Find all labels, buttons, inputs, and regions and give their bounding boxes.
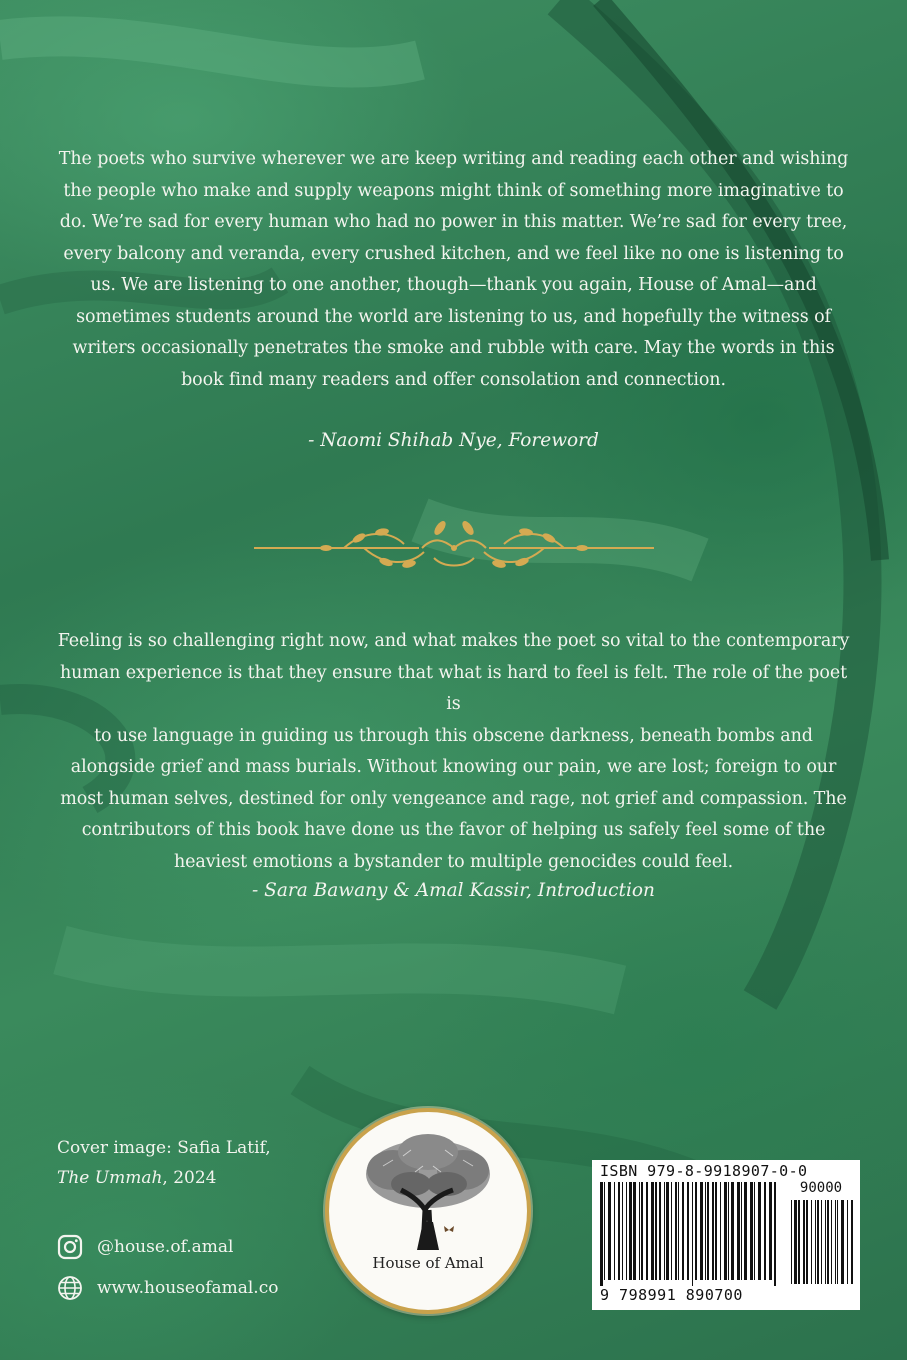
quote-line: book find many readers and offer consolation and connection.: [181, 369, 726, 390]
isbn-label: ISBN 979-8-9918907-0-0: [600, 1162, 808, 1180]
barcode-bar: [837, 1200, 838, 1284]
gold-vine-divider-icon: [254, 518, 654, 576]
foreword-attribution: - Naomi Shihab Nye, Foreword: [308, 430, 599, 451]
barcode-bar: [666, 1182, 669, 1280]
barcode-bar: [641, 1182, 643, 1280]
barcode-bar: [831, 1200, 832, 1284]
barcode-bar: [798, 1200, 800, 1284]
quote-line: alongside grief and mass burials. Without knowing our pain, we are lost; foreign to our: [70, 757, 837, 777]
barcode-bar: [750, 1182, 753, 1280]
barcode-bar: [758, 1182, 761, 1280]
barcode-bar: [659, 1182, 661, 1280]
barcode-bar: [741, 1182, 742, 1280]
barcode-bar: [806, 1200, 808, 1284]
quote-line: most human selves, destined for only vengeance and rage, not grief and compassion. The: [60, 788, 847, 809]
barcode-bar: [731, 1182, 734, 1280]
barcode-bar: [803, 1200, 805, 1284]
barcode-bar: [651, 1182, 654, 1280]
website-url: www.houseofamal.co: [97, 1278, 279, 1298]
website-link[interactable]: [57, 1274, 278, 1302]
quote-line: every balcony and veranda, every crushed kitchen, and we feel like no one is listening to: [63, 243, 844, 264]
barcode-bar: [608, 1182, 611, 1280]
barcode-bar: [841, 1200, 844, 1284]
publisher-name: House of Amal: [372, 1254, 484, 1272]
barcode-bar: [622, 1182, 623, 1280]
barcode-bar: [769, 1182, 772, 1280]
price-addon: 90000: [799, 1180, 843, 1196]
isbn-barcode: [592, 1160, 860, 1310]
artwork-year: , 2024: [162, 1168, 217, 1188]
quote-line: heaviest emotions a bystander to multiple genocides could feel.: [173, 851, 734, 872]
barcode-bar: [847, 1200, 848, 1284]
barcode-bar: [671, 1182, 672, 1280]
barcode-bar: [817, 1200, 819, 1284]
quote-line: Feeling is so challenging right now, and what makes the poet so vital to the contemporary: [57, 631, 850, 651]
barcode-bar: [791, 1200, 792, 1284]
barcode-bar: [618, 1182, 620, 1280]
barcode-bar: [715, 1182, 717, 1280]
foreword-quote: [55, 144, 852, 396]
quote-line: the people who make and supply weapons might think of something more imaginative to: [63, 180, 844, 201]
artwork-title: The Ummah: [57, 1168, 163, 1188]
barcode-bar: [600, 1182, 603, 1286]
quote-line: us. We are listening to one another, though—thank you again, House of Amal—and: [90, 275, 817, 295]
quote-line: sometimes students around the world are listening to us, and hopefully the witness of: [76, 306, 831, 327]
ean-number: 9 798991 890700: [600, 1286, 743, 1304]
barcode-bar: [626, 1182, 627, 1280]
introduction-quote: [55, 626, 852, 878]
barcode-bar: [815, 1200, 816, 1284]
barcode-bar: [811, 1200, 812, 1284]
barcode-bar: [744, 1182, 747, 1280]
barcode-bar: [835, 1200, 836, 1284]
barcode-bar: [678, 1182, 679, 1280]
instagram-handle: @house.of.amal: [97, 1237, 234, 1257]
barcode-bar: [682, 1182, 684, 1280]
quote-line: human experience is that they ensure that what is hard to feel is felt. The role of the poet is: [59, 662, 848, 714]
credit-line: Cover image: Safia Latif,: [57, 1138, 271, 1158]
barcode-bar: [639, 1182, 640, 1280]
barcode-bar: [692, 1182, 693, 1286]
barcode-bar: [774, 1182, 776, 1286]
barcode-bar: [821, 1200, 822, 1284]
barcode-bar: [655, 1182, 657, 1280]
barcode-bar: [629, 1182, 632, 1280]
instagram-icon: [57, 1234, 83, 1260]
barcode-bar: [675, 1182, 677, 1280]
barcode-bar: [724, 1182, 727, 1280]
barcode-bar: [851, 1200, 853, 1284]
barcode-bar: [720, 1182, 721, 1280]
publisher-logo: [325, 1108, 531, 1314]
barcode-bar: [695, 1182, 697, 1280]
barcode-bar: [825, 1200, 826, 1284]
barcode-bar: [664, 1182, 665, 1280]
globe-icon: [57, 1275, 83, 1301]
barcode-bar: [646, 1182, 648, 1280]
barcode-bar: [687, 1182, 689, 1280]
cover-image-credit: [57, 1133, 271, 1193]
instagram-link[interactable]: [57, 1233, 233, 1261]
introduction-attribution: - Sara Bawany & Amal Kassir, Introduction: [252, 880, 655, 901]
quote-line: to use language in guiding us through this obscene darkness, beneath bombs and: [94, 725, 813, 746]
barcode-bar: [827, 1200, 829, 1284]
barcode-bar: [633, 1182, 636, 1280]
barcode-bar: [700, 1182, 703, 1280]
barcode-bar: [794, 1200, 797, 1284]
quote-line: do. We’re sad for every human who had no power in this matter. We’re sad for every tree,: [59, 212, 848, 232]
barcode-bar: [737, 1182, 740, 1280]
quote-line: contributors of this book have done us the favor of helping us safely feel some of the: [81, 820, 826, 840]
barcode-bar: [754, 1182, 755, 1280]
barcode-bar: [614, 1182, 615, 1280]
credit-line: [57, 1163, 271, 1193]
quote-line: writers occasionally penetrates the smoke and rubble with care. May the words in this: [72, 338, 835, 358]
barcode-bar: [604, 1182, 605, 1280]
barcode-bar: [764, 1182, 766, 1280]
barcode-bar: [712, 1182, 714, 1280]
olive-tree-icon: [353, 1126, 503, 1256]
barcode-bar: [707, 1182, 709, 1280]
barcode-bar: [728, 1182, 729, 1280]
barcode-bar: [705, 1182, 706, 1280]
quote-line: The poets who survive wherever we are keep writing and reading each other and wishing: [58, 149, 849, 169]
